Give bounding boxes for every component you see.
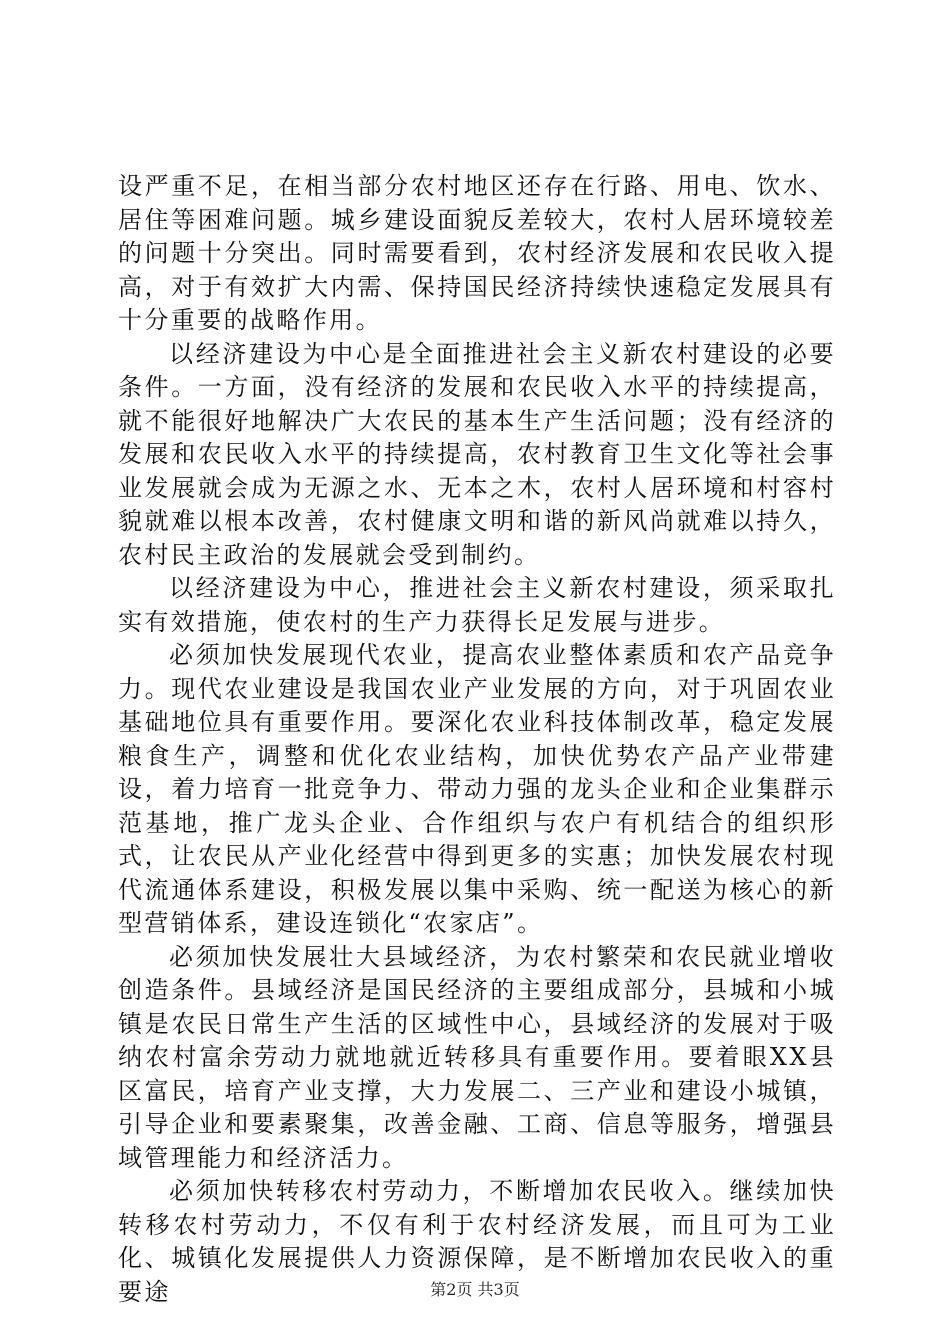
paragraph-county-economy: 必须加快发展壮大县域经济，为农村繁荣和农民就业增收创造条件。县域经济是国民经济的主要组成部分，县城和小城镇是农民日常生产生活的区域性中心，县域经济的发展对于吸纳农村富余劳动力就地就近转移具有重要作用。要着眼XX县区富民，培育产业支撑，大力发展二、三产业和建设小城镇，引导企业和要素聚集，改善金融、工商、信息等服务，增强县域管理能力和经济活力。 <box>118 942 836 1172</box>
page-number-footer: 第2页 共3页 <box>430 1280 520 1299</box>
paragraph-labor-transfer: 必须加快转移农村劳动力，不断增加农民收入。继续加快转移农村劳动力，不仅有利于农村经济发展，而且可为工业化、城镇化发展提供人力资源保障，是不断增加农民收入的重要途 <box>118 1177 836 1306</box>
paragraph-economic-center: 以经济建设为中心是全面推进社会主义新农村建设的必要条件。一方面，没有经济的发展和农民收入水平的持续提高，就不能很好地解决广大农民的基本生产生活问题；没有经济的发展和农民收入水平的持续提高，农村教育卫生文化等社会事业发展就会成为无源之水、无本之木，农村人居环境和村容村貌就难以根本改善，农村健康文明和谐的新风尚就难以持久，农村民主政治的发展就会受到制约。 <box>118 339 836 569</box>
paragraph-continuation: 设严重不足，在相当部分农村地区还存在行路、用电、饮水、居住等困难问题。城乡建设面貌反差较大，农村人居环境较差的问题十分突出。同时需要看到，农村经济发展和农民收入提高，对于有效扩大内需、保持国民经济持续快速稳定发展具有十分重要的战略作用。 <box>118 172 836 334</box>
paragraph-modern-agriculture: 必须加快发展现代农业，提高农业整体素质和农产品竞争力。现代农业建设是我国农业产业发展的方向，对于巩固农业基础地位具有重要作用。要深化农业科技体制改革，稳定发展粮食生产，调整和优化农业结构，加快优势农产品产业带建设，着力培育一批竞争力、带动力强的龙头企业和企业集群示范基地，推广龙头企业、合作组织与农户有机结合的组织形式，让农民从产业化经营中得到更多的实惠；加快发展农村现代流通体系建设，积极发展以集中采购、统一配送为核心的新型营销体系，建设连锁化“农家店”。 <box>118 641 836 937</box>
paragraph-measures: 以经济建设为中心，推进社会主义新农村建设，须采取扎实有效措施，使农村的生产力获得长足发展与进步。 <box>118 574 836 636</box>
document-body <box>118 170 836 1309</box>
